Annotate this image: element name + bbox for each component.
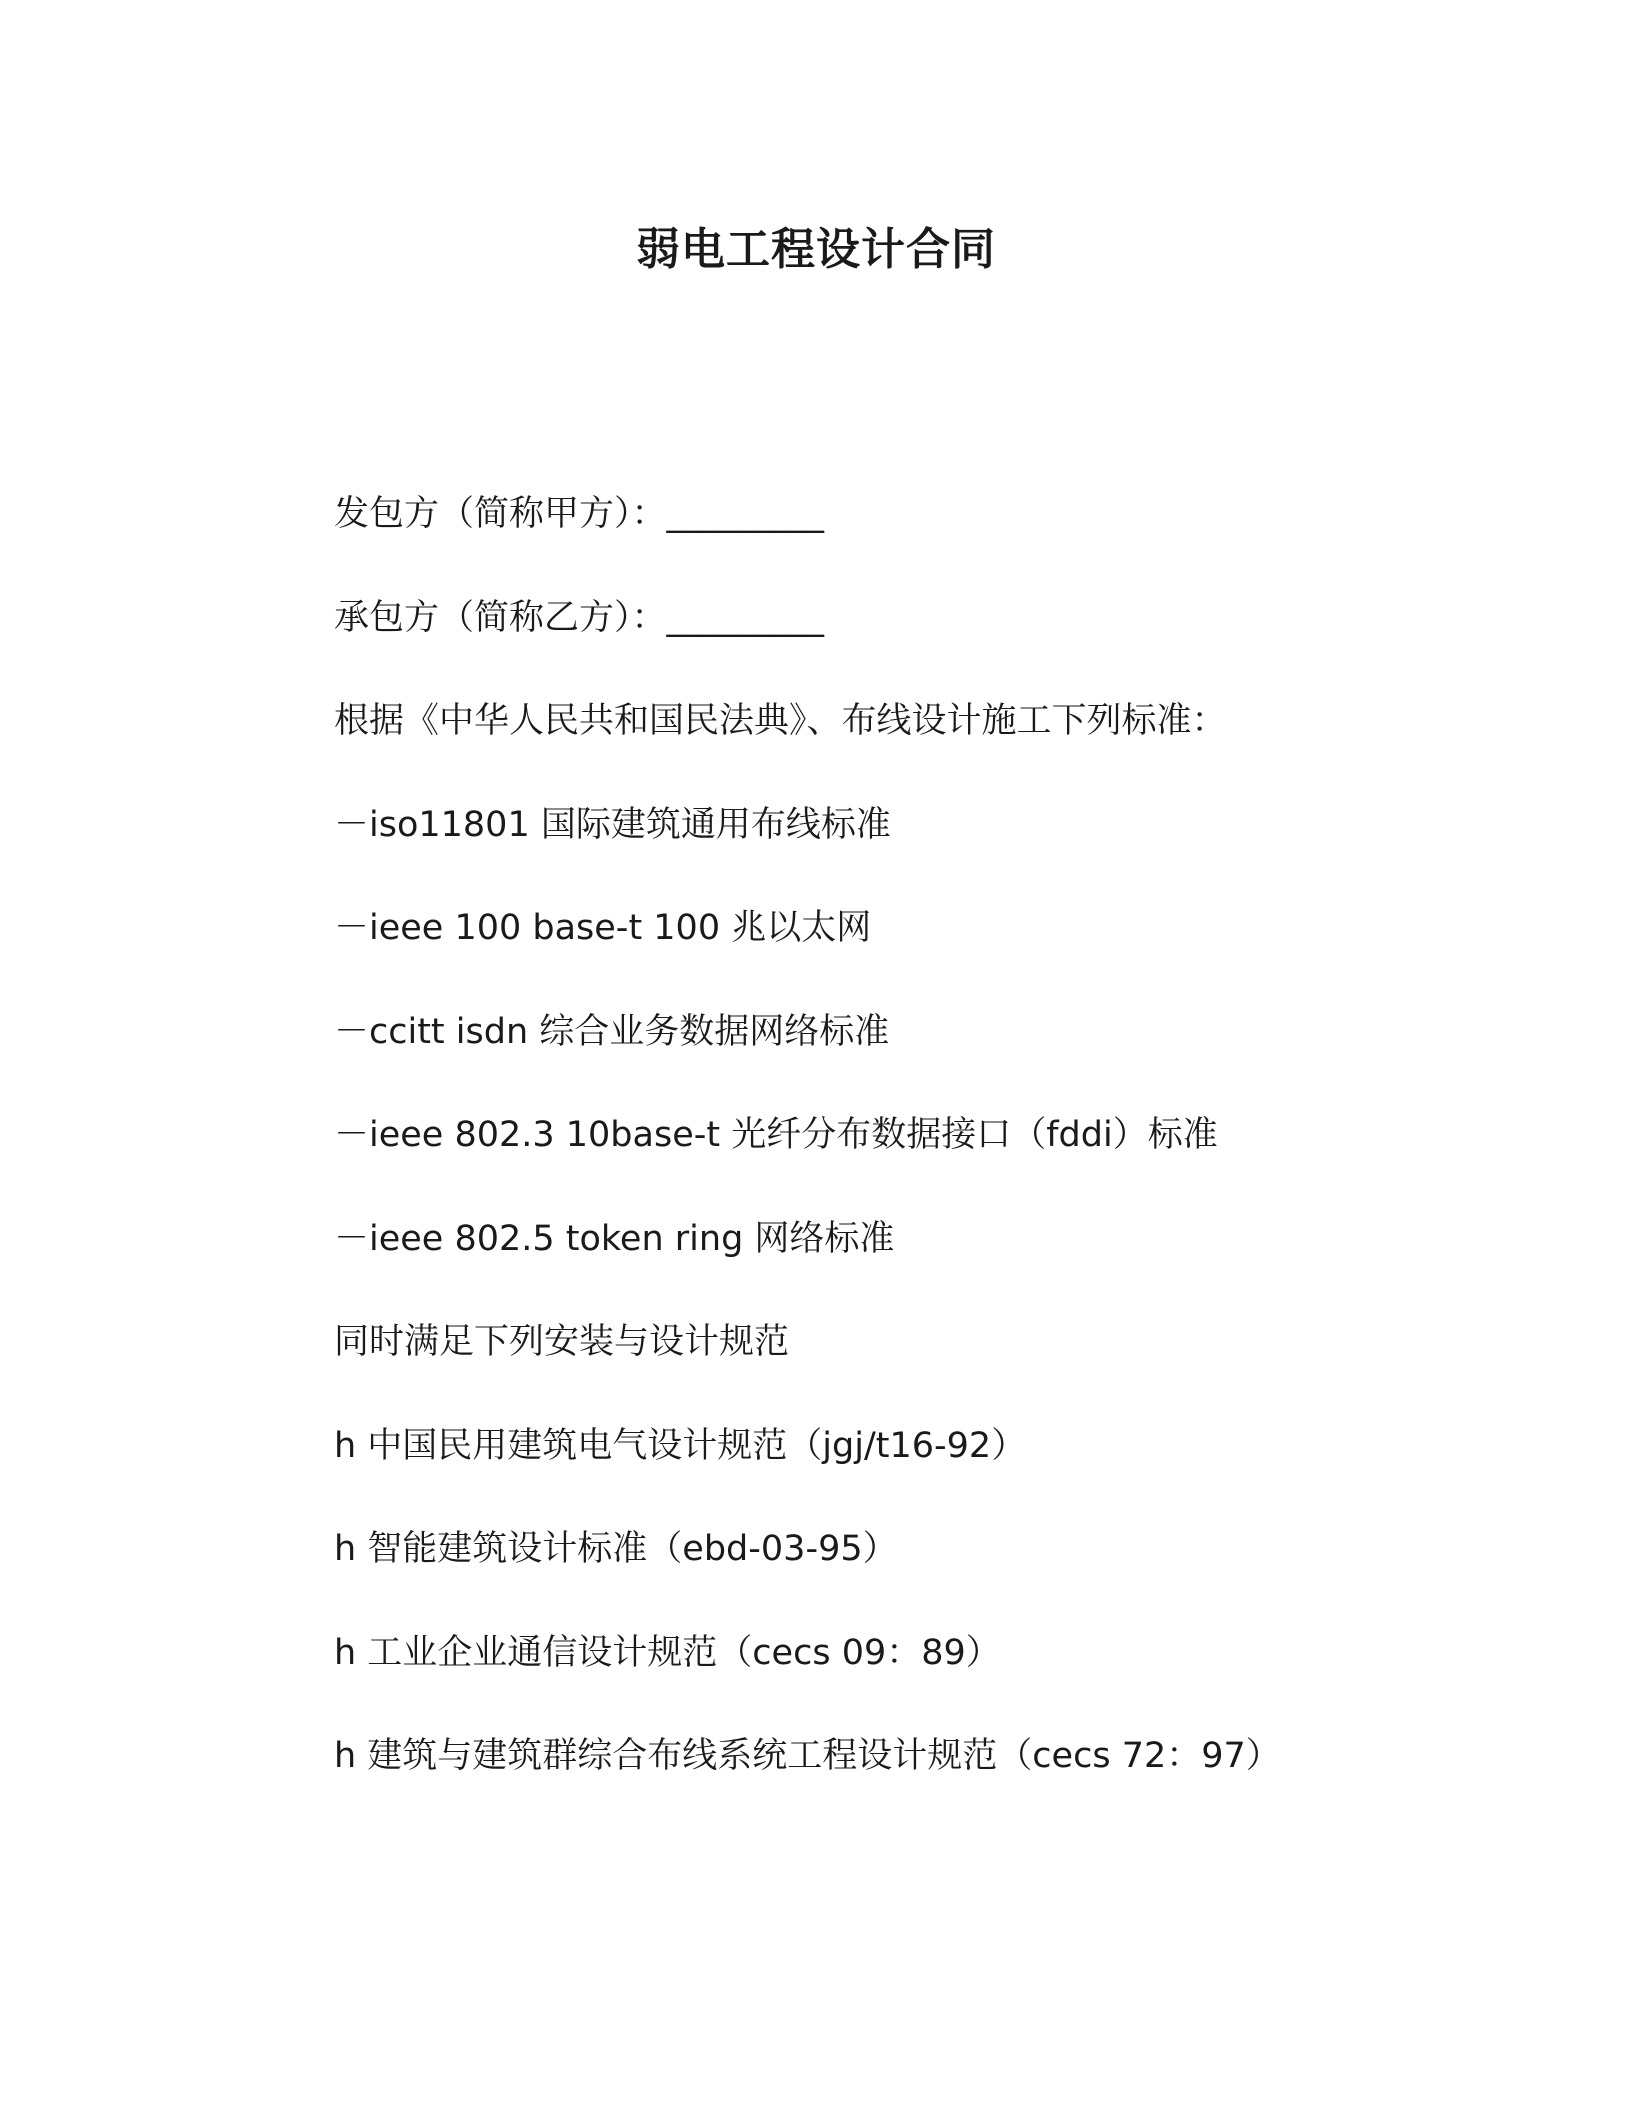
- standard-item: －ieee 802.5 token ring 网络标准: [334, 1218, 895, 1259]
- specifications-heading: 同时满足下列安装与设计规范: [334, 1322, 790, 1362]
- standard-item: －ieee 100 base-t 100 兆以太网: [334, 908, 872, 948]
- party-b-line: 承包方（简称乙方）：_________: [334, 597, 825, 638]
- party-a-line: 发包方（简称甲方）：_________: [334, 494, 825, 534]
- specification-item: h 智能建筑设计标准（ebd-03-95）: [334, 1529, 898, 1569]
- specification-item: h 建筑与建筑群综合布线系统工程设计规范（cecs 72：97）: [334, 1736, 1281, 1776]
- document-title: 弱电工程设计合同: [636, 224, 996, 275]
- specification-item: h 中国民用建筑电气设计规范（jgj/t16-92）: [334, 1425, 1027, 1466]
- standard-item: －ccitt isdn 综合业务数据网络标准: [334, 1011, 890, 1052]
- standard-item: －iso11801 国际建筑通用布线标准: [334, 804, 891, 845]
- basis-statement: 根据《中华人民共和国民法典》、布线设计施工下列标准：: [334, 701, 1227, 741]
- specification-item: h 工业企业通信设计规范（cecs 09：89）: [334, 1632, 1001, 1673]
- contract-body: [334, 490, 1334, 1780]
- standard-item: －ieee 802.3 10base-t 光纤分布数据接口（fddi）标准: [334, 1115, 1218, 1155]
